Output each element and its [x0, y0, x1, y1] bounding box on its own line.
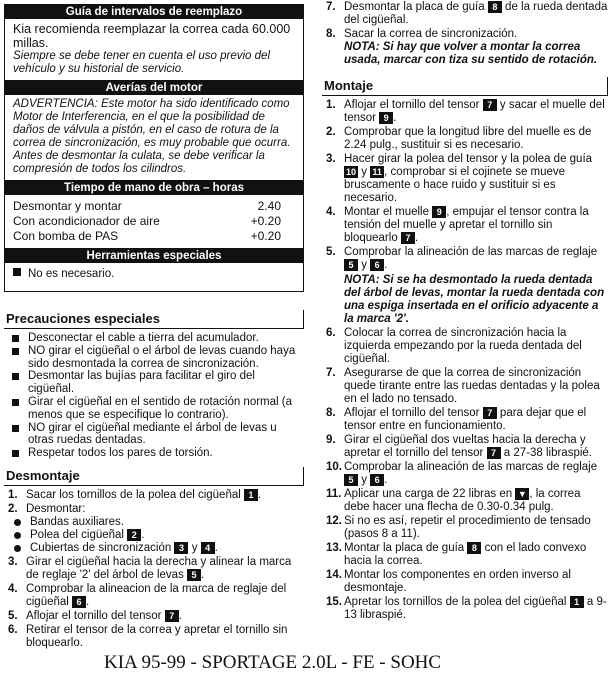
tools-title: Herramientas especiales	[5, 249, 303, 263]
step-item: 1. Aflojar el tornillo del tensor 7 y sacar el muelle del tensor 9 .	[326, 99, 605, 124]
step-item: 3. Hacer girar la polea del tensor y la polea de guía 10 y 11 , comprobar si el cojinete se mueve bruscamente o hace ruido y sustituir si es necesario.	[326, 153, 593, 204]
step-item: 6. Colocar la correa de sincronización hacia la izquierda empezando por la rueda dentada del cigüeñal.	[326, 327, 582, 365]
list-item: Desconectar el cable a tierra del acumulador.	[4, 332, 304, 345]
sub-item: Bandas auxiliares.	[4, 516, 304, 529]
ref-badge: 7	[401, 232, 415, 244]
step-item: 4. Comprobar la alineacion de la marca de reglaje del cigüeñal 6 .	[8, 582, 287, 608]
step-item: 5. Comprobar la alineación de las marcas de reglaje 5 y 6 . NOTA: Si se ha desmontado la rueda dentada del árbol de levas, montar la rueda dentada con una espiga insertada en el orificio adyacente a la marca '2'.	[322, 246, 608, 326]
ref-badge: 6	[72, 596, 86, 608]
labor-box	[4, 181, 304, 249]
step-item: 10. Comprobar la alineación de las marcas de reglaje 5 y 6 .	[326, 461, 598, 486]
tools-item: No es necesario.	[28, 268, 115, 280]
step-item: 6. Retirar el tensor de la correa y apretar el tornillo sin bloquearlo.	[8, 623, 288, 649]
step-item: 7. Desmontar la placa de guía 8 de la rueda dentada del cigüeñal.	[326, 1, 608, 26]
step-item: 12. Si no es así, repetir el procedimiento de tensado (pasos 8 a 11).	[326, 515, 591, 540]
step-item: 11. Aplicar una carga de 22 libras en ▼ , la correa debe hacer una flecha de 0.30-0.34 pulg.	[326, 488, 581, 513]
labor-table	[13, 199, 297, 244]
faults-box	[4, 81, 304, 181]
ref-badge: 8	[488, 1, 502, 13]
list-item: Girar el cigüeñal en el sentido de rotación normal (a menos que se especifique lo contrario).	[4, 396, 304, 422]
step-item: 13. Montar la placa de guía 8 con el lado convexo hacia la correa.	[326, 542, 587, 567]
ref-badge: 2	[127, 529, 141, 541]
ref-badge: 6	[370, 259, 384, 271]
ref-badge: 7	[483, 99, 497, 111]
step-item: 1. Sacar los tornillos de la polea del cigüeñal 1 .	[8, 488, 262, 501]
ref-badge: 1	[570, 596, 584, 608]
ref-badge: 7	[165, 610, 179, 622]
labor-row: Con acondicionador de aire +0.20	[13, 214, 281, 228]
faults-warning: ADVERTENCIA: Este motor ha sido identificado como Motor de Interferencia, en el que la posibilidad de daños de válvula a pistón, en el caso de rotura de la correa de sincronización, es muy probable que ocurra.	[13, 98, 291, 149]
faults-note: Antes de desmontar la culata, se debe verificar la compresión de todos los cilindros.	[13, 150, 265, 175]
ref-badge: 4	[201, 542, 215, 554]
step-item: 8. Sacar la correa de sincronización. NOTA: Si hay que volver a montar la correa usada, marcar con tiza su sentido de rotación.	[322, 28, 608, 67]
note-text: NOTA: Si se ha desmontado la rueda dentada del árbol de levas, montar la rueda dentada con una espiga insertada en el orificio adyacente a la marca '2'.	[344, 274, 605, 325]
step-item: 4. Montar el muelle 9 , empujar el tensor contra la tensión del muelle y apretar el tornillo sin bloquearlo 7 .	[326, 206, 589, 244]
ref-badge: 5	[344, 474, 358, 486]
step-item: 9. Girar el cigüeñal dos vueltas hacia la derecha y apretar el tornillo del tensor 7 a 27-38 libraspié.	[326, 434, 592, 459]
right-column	[322, 0, 608, 623]
step-item: 2. Comprobar que la longitud libre del muelle es de 2.24 pulg., sustituir si es necesario.	[326, 126, 592, 151]
precautions-title: Precauciones especiales	[4, 310, 304, 329]
interval-line1: Kia recomienda reemplazar la correa cada 60.000 millas.	[13, 22, 291, 50]
step-item: 15. Apretar los tornillos de la polea del cigüeñal 1 a 9-13 libraspié.	[326, 596, 607, 621]
ref-badge: 7	[483, 407, 497, 419]
left-column	[4, 0, 304, 651]
step-item: 3. Girar el cigüeñal hacia la derecha y alinear la marca de reglaje '2' del árbol de levas 5 .	[8, 555, 292, 581]
interval-box	[4, 4, 304, 81]
list-item: NO girar el cigüeñal mediante el árbol de levas u otras ruedas dentadas.	[4, 422, 304, 448]
interval-title: Guía de intervalos de reemplazo	[5, 5, 303, 19]
labor-row: Con bomba de PAS +0.20	[13, 229, 281, 243]
sub-item: Polea del cigüeñal 2 .	[4, 529, 304, 542]
labor-row: Desmontar y montar 2.40	[13, 199, 281, 213]
ref-badge: 9	[432, 206, 446, 218]
ref-badge: 6	[370, 474, 384, 486]
labor-title: Tiempo de mano de obra – horas	[5, 181, 303, 195]
list-item: Respetar todos los pares de torsión.	[4, 447, 304, 460]
sub-item: Cubiertas de sincronización 3 y 4 .	[4, 542, 304, 555]
ref-badge: 5	[187, 569, 201, 581]
step-item: 7. Asegurarse de que la correa de sincronización quede tirante entre las ruedas dentadas y la polea en el lado no tensado.	[326, 367, 600, 405]
precautions-list	[4, 332, 304, 460]
list-item: NO girar el cigüeñal o el árbol de levas cuando haya sido desmontada la correa de sincronización.	[4, 345, 304, 371]
interval-line2: Siempre se debe tener en cuenta el uso previo del vehículo y su historial de servicio.	[13, 50, 270, 75]
step-item: 2. Desmontar: Bandas auxiliares. Polea del cigüeñal 2 . Cubiertas de sincronización 3 y 4 .	[4, 503, 304, 555]
install-steps	[322, 99, 608, 622]
install-title: Montaje	[322, 77, 608, 96]
step-item: 5. Aflojar el tornillo del tensor 7 .	[8, 609, 182, 622]
page-footer: KIA 95-99 - SPORTAGE 2.0L - FE - SOHC	[104, 652, 442, 673]
ref-badge: 10	[346, 167, 357, 177]
bullet-square-icon	[13, 268, 21, 276]
removal-title: Desmontaje	[4, 467, 304, 486]
ref-badge: 3	[174, 542, 188, 554]
ref-badge: 1	[244, 489, 258, 501]
note-text: NOTA: Si hay que volver a montar la correa usada, marcar con tiza su sentido de rotación.	[344, 41, 598, 66]
ref-badge: 8	[467, 542, 481, 554]
ref-badge: 5	[344, 259, 358, 271]
ref-badge: 7	[487, 447, 501, 459]
ref-badge: 9	[379, 112, 393, 124]
tools-box	[4, 249, 304, 292]
arrow-down-icon: ▼	[515, 488, 529, 500]
ref-badge: 11	[370, 166, 384, 178]
faults-title: Averías del motor	[5, 81, 303, 95]
removal-steps	[4, 489, 304, 650]
list-item: Desmontar las bujías para facilitar el giro del cigüeñal.	[4, 370, 304, 396]
removal-steps-continued	[322, 1, 608, 67]
step-item: 14. Montar los componentes en orden inverso al desmontaje.	[326, 569, 571, 594]
step-item: 8. Aflojar el tornillo del tensor 7 para dejar que el tensor entre en funcionamiento.	[326, 407, 587, 432]
